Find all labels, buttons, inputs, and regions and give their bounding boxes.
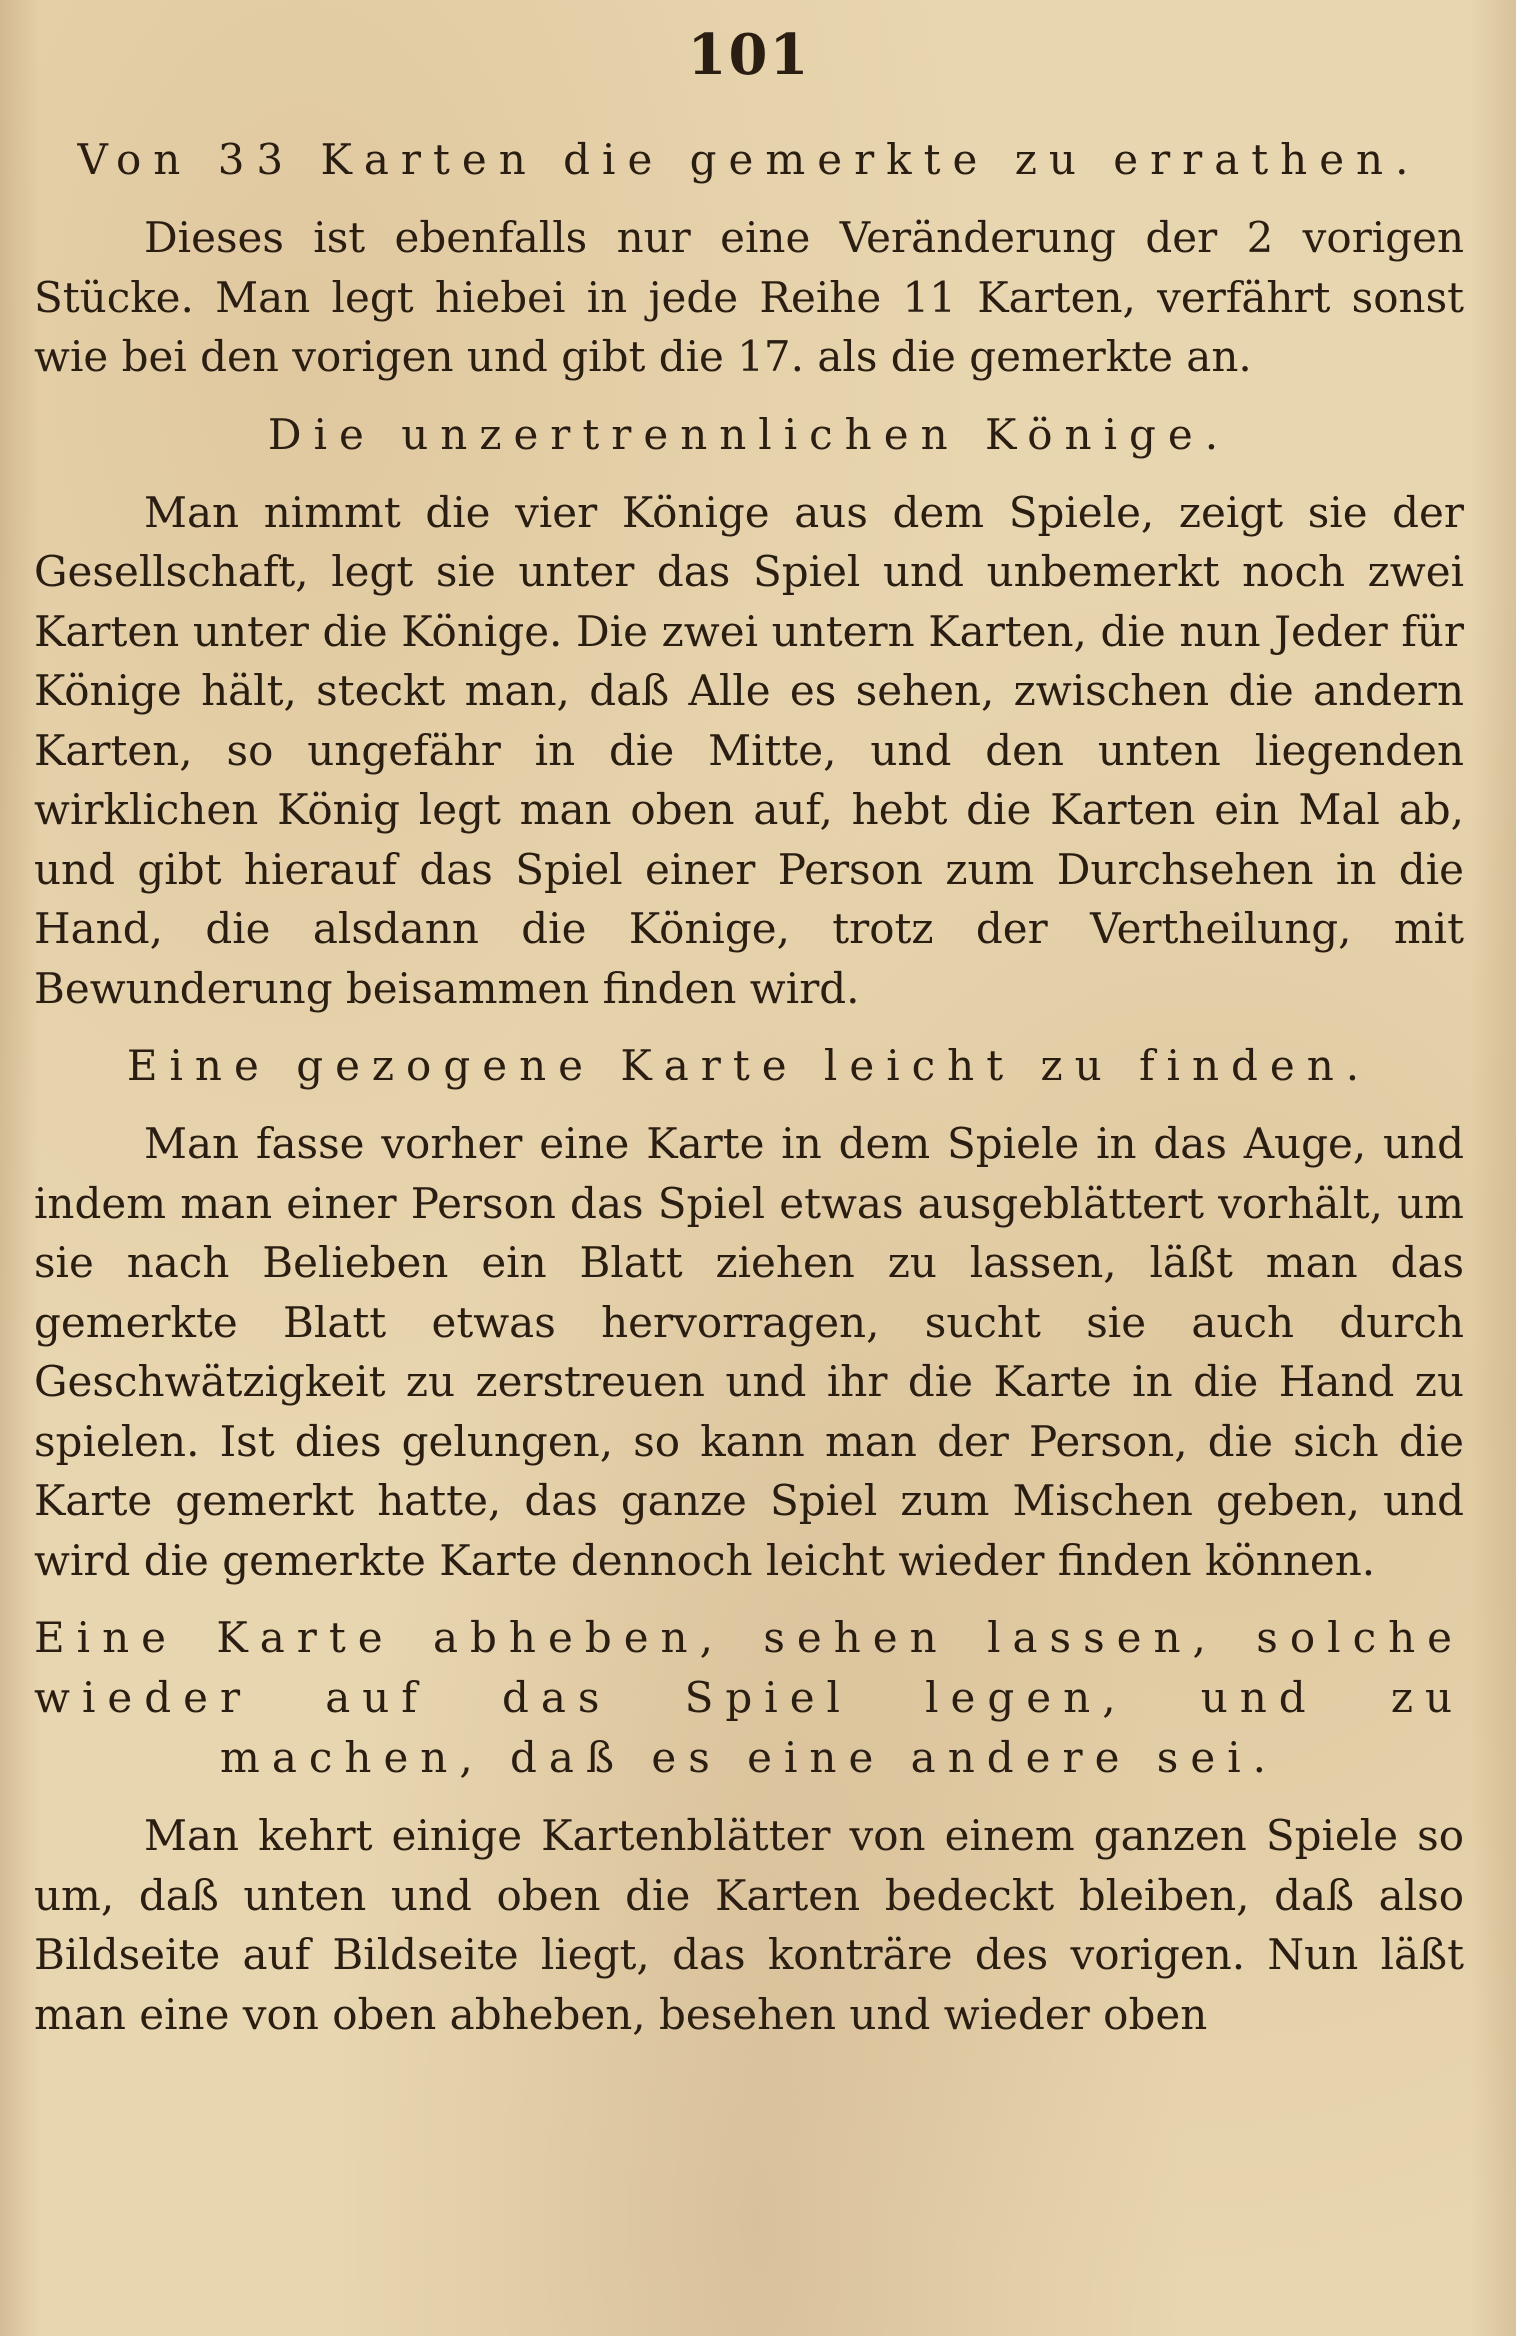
section-1-paragraph-1: Dieses ist ebenfalls nur eine Veränderung der 2 vorigen Stücke. Man legt hiebei in jede Reihe 11 Karten, verfährt sonst wie bei den vorigen und gibt die 17. als die gemerkte an. <box>34 213 1464 381</box>
section-heading-3: Eine gezogene Karte leicht zu finden. <box>126 1041 1372 1090</box>
section-4-paragraph-1: Man kehrt einige Kartenblätter von einem ganzen Spiele so um, daß unten und oben die Karten bedeckt bleiben, daß also Bildseite auf Bildseite liegt, das konträre des vorigen. Nun läßt man eine von oben abheben, besehen und wieder oben <box>34 1811 1464 2039</box>
section-heading-1: Von 33 Karten die gemerkte zu errathen. <box>77 135 1421 184</box>
section-3-paragraph-1: Man fasse vorher eine Karte in dem Spiele in das Auge, und indem man einer Person das Spiel etwas ausgeblättert vorhält, um sie nach Belieben ein Blatt ziehen zu lassen, läßt man das gemerkte Blatt etwas hervorragen, sucht sie auch durch Geschwätzigkeit zu zerstreuen und ihr die Karte in die Hand zu spielen. Ist dies gelungen, so kann man der Person, die sich die Karte gemerkt hatte, das ganze Spiel zum Mischen geben, und wird die gemerkte Karte dennoch leicht wieder finden können. <box>34 1119 1464 1585</box>
section-2-paragraph-1: Man nimmt die vier Könige aus dem Spiele, zeigt sie der Gesellschaft, legt sie unter das Spiel und unbemerkt noch zwei Karten unter die Könige. Die zwei untern Karten, die nun Jeder für Könige hält, steckt man, daß Alle es sehen, zwischen die andern Karten, so ungefähr in die Mitte, und den unten liegenden wirklichen König legt man oben auf, hebt die Karten ein Mal ab, und gibt hierauf das Spiel einer Person zum Durchsehen in die Hand, die alsdann die Könige, trotz der Vertheilung, mit Bewunderung beisammen finden wird. <box>34 487 1464 1013</box>
section-heading-2: Die unzertrennlichen Könige. <box>267 409 1231 459</box>
page-content <box>34 20 1464 2056</box>
section-heading-4: Eine Karte abheben, sehen lassen, solche wieder auf das Spiel legen, und zu machen, daß es eine andere sei. <box>34 1613 1464 1782</box>
page-number: 101 <box>687 22 811 88</box>
